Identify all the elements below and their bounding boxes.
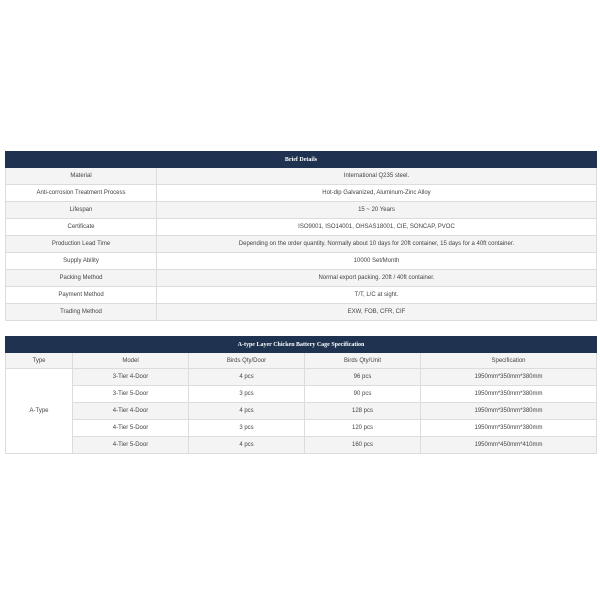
birds-per-unit-cell: 128 pcs bbox=[305, 403, 421, 420]
table-row bbox=[6, 369, 597, 386]
row-value: 15 ~ 20 Years bbox=[157, 202, 597, 219]
row-label: Trading Method bbox=[6, 304, 157, 321]
row-value: 10000 Set/Month bbox=[157, 253, 597, 270]
birds-per-door-cell: 4 pcs bbox=[189, 369, 305, 386]
row-label: Lifespan bbox=[6, 202, 157, 219]
row-label: Production Lead Time bbox=[6, 236, 157, 253]
dimensions-cell: 1950mm*450mm*410mm bbox=[421, 437, 597, 454]
table-row bbox=[6, 236, 597, 253]
birds-per-unit-cell: 160 pcs bbox=[305, 437, 421, 454]
column-header-birds-per-unit: Birds Qty/Unit bbox=[305, 353, 421, 369]
birds-per-unit-cell: 96 pcs bbox=[305, 369, 421, 386]
model-cell: 4-Tier 4-Door bbox=[73, 403, 189, 420]
row-value: Hot-dip Galvanized, Aluminum-Zinc Alloy bbox=[157, 185, 597, 202]
model-cell: 4-Tier 5-Door bbox=[73, 420, 189, 437]
table-row bbox=[6, 270, 597, 287]
row-value: Normal export packing. 20ft / 40ft container. bbox=[157, 270, 597, 287]
row-value: ISO9001, ISO14001, OHSAS18001, CIE, SONCAP, PVOC bbox=[157, 219, 597, 236]
row-label: Packing Method bbox=[6, 270, 157, 287]
table-row bbox=[6, 420, 597, 437]
dimensions-cell: 1950mm*350mm*380mm bbox=[421, 403, 597, 420]
table-row bbox=[6, 168, 597, 185]
table-row bbox=[6, 253, 597, 270]
row-value: EXW, FOB, CFR, CIF bbox=[157, 304, 597, 321]
birds-per-door-cell: 4 pcs bbox=[189, 403, 305, 420]
model-cell: 3-Tier 5-Door bbox=[73, 386, 189, 403]
table-row bbox=[6, 185, 597, 202]
table-row bbox=[6, 304, 597, 321]
birds-per-door-cell: 3 pcs bbox=[189, 386, 305, 403]
row-label: Payment Method bbox=[6, 287, 157, 304]
birds-per-door-cell: 4 pcs bbox=[189, 437, 305, 454]
row-label: Material bbox=[6, 168, 157, 185]
column-header-specification: Specification bbox=[421, 353, 597, 369]
specification-title: A-type Layer Chicken Battery Cage Specification bbox=[6, 337, 597, 353]
column-header-model: Model bbox=[73, 353, 189, 369]
table-row bbox=[6, 287, 597, 304]
birds-per-unit-cell: 90 pcs bbox=[305, 386, 421, 403]
type-cell: A-Type bbox=[6, 369, 73, 454]
table-row bbox=[6, 403, 597, 420]
dimensions-cell: 1950mm*350mm*380mm bbox=[421, 420, 597, 437]
model-cell: 4-Tier 5-Door bbox=[73, 437, 189, 454]
dimensions-cell: 1950mm*350mm*380mm bbox=[421, 369, 597, 386]
column-header-birds-per-door: Birds Qty/Door bbox=[189, 353, 305, 369]
table-row bbox=[6, 219, 597, 236]
dimensions-cell: 1950mm*350mm*380mm bbox=[421, 386, 597, 403]
table-header-row bbox=[6, 353, 597, 369]
table-row bbox=[6, 386, 597, 403]
row-value: T/T, L/C at sight. bbox=[157, 287, 597, 304]
row-label: Supply Ability bbox=[6, 253, 157, 270]
table-row bbox=[6, 437, 597, 454]
row-label: Certificate bbox=[6, 219, 157, 236]
row-label: Anti-corrosion Treatment Process bbox=[6, 185, 157, 202]
birds-per-door-cell: 3 pcs bbox=[189, 420, 305, 437]
row-value: Depending on the order quantity. Normally about 10 days for 20ft container, 15 days for a 40ft container. bbox=[157, 236, 597, 253]
column-header-type: Type bbox=[6, 353, 73, 369]
birds-per-unit-cell: 120 pcs bbox=[305, 420, 421, 437]
brief-details-title: Brief Details bbox=[6, 152, 597, 168]
model-cell: 3-Tier 4-Door bbox=[73, 369, 189, 386]
row-value: International Q235 steel. bbox=[157, 168, 597, 185]
brief-details-table bbox=[5, 151, 597, 321]
table-row bbox=[6, 202, 597, 219]
cage-specification-table bbox=[5, 336, 597, 454]
